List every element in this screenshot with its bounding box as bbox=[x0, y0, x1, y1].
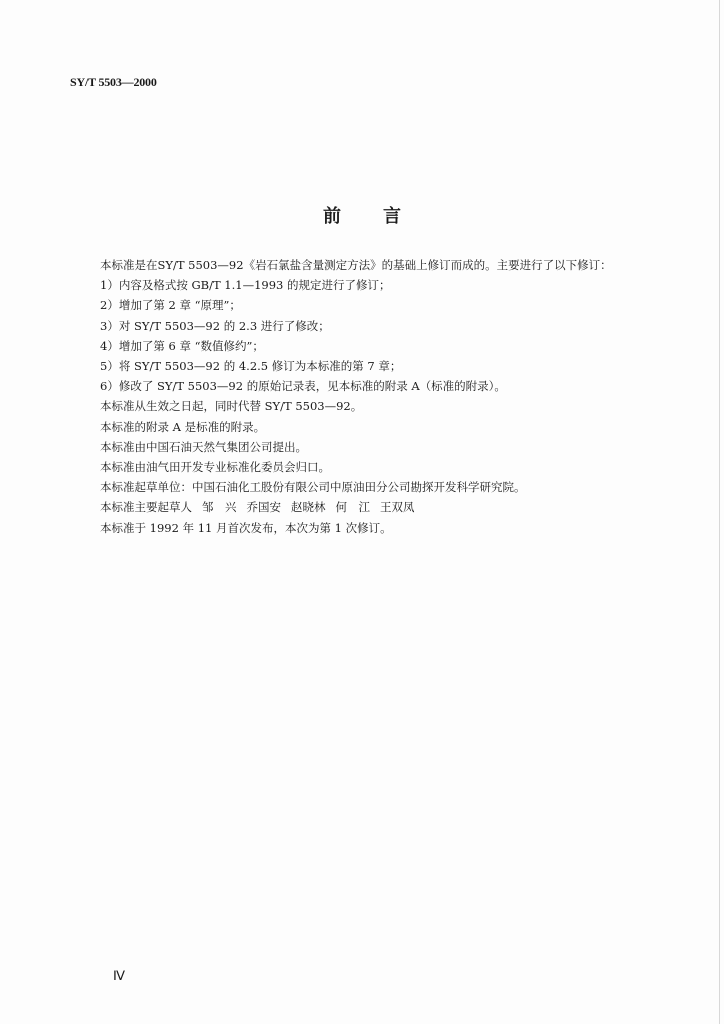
revision-item-3: 3）对 SY/T 5503—92 的 2.3 进行了修改； bbox=[100, 318, 330, 333]
page-edge-line bbox=[719, 0, 720, 1024]
drafter-name: 何 江 bbox=[335, 500, 370, 515]
foreword-body bbox=[68, 255, 638, 538]
statement-drafting-unit: 本标准起草单位：中国石油化工股份有限公司中原油田分公司勘探开发科学研究院。 bbox=[100, 480, 526, 495]
statement-appendix: 本标准的附录 A 是标准的附录。 bbox=[100, 419, 266, 434]
statement-proposer: 本标准由中国石油天然气集团公司提出。 bbox=[100, 439, 307, 454]
drafters-line bbox=[68, 497, 638, 517]
revision-item-4: 4）增加了第 6 章 “数值修约”； bbox=[100, 338, 264, 353]
title-char-2: 言 bbox=[383, 206, 401, 227]
statement-committee: 本标准由油气田开发专业标准化委员会归口。 bbox=[100, 460, 330, 475]
statement-replacement: 本标准从生效之日起，同时代替 SY/T 5503—92。 bbox=[100, 399, 363, 414]
page-title bbox=[0, 202, 724, 228]
drafter-name: 王双凤 bbox=[380, 500, 415, 515]
publication-history: 本标准于 1992 年 11 月首次发布，本次为第 1 次修订。 bbox=[100, 520, 392, 535]
revision-item-2: 2）增加了第 2 章 “原理”； bbox=[100, 298, 241, 313]
intro-paragraph: 本标准是在SY/T 5503—92《岩石氯盐含量测定方法》的基础上修订而成的。主要进行了以下修订： bbox=[100, 258, 612, 272]
drafter-name: 赵晓林 bbox=[291, 500, 326, 515]
title-char-1: 前 bbox=[323, 206, 341, 227]
revision-item-1: 1）内容及格式按 GB/T 1.1—1993 的规定进行了修订； bbox=[100, 278, 391, 293]
drafter-name: 邹 兴 bbox=[202, 500, 237, 515]
revision-item-5: 5）将 SY/T 5503—92 的 4.2.5 修订为本标准的第 7 章； bbox=[100, 359, 402, 374]
drafter-name: 乔国安 bbox=[246, 500, 281, 515]
drafters-label: 本标准主要起草人 bbox=[100, 500, 192, 515]
revision-item-6: 6）修改了 SY/T 5503—92 的原始记录表，见本标准的附录 A（标准的附录）。 bbox=[100, 379, 506, 394]
page-number: Ⅳ bbox=[113, 968, 125, 983]
document-code: SY/T 5503—2000 bbox=[70, 75, 157, 89]
